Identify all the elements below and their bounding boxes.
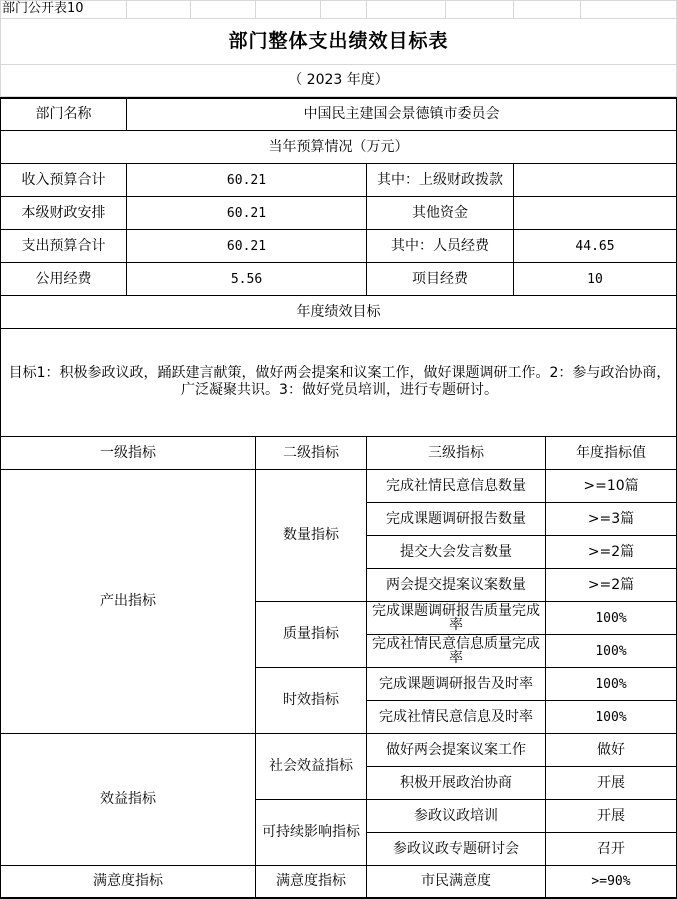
budget-header: 当年预算情况（万元） [268, 138, 409, 155]
level2-quantity: 数量指标 [283, 527, 339, 543]
personnel-label: 其中：人员经费 [391, 237, 489, 254]
level2-sustainability: 可持续影响指标 [262, 824, 360, 840]
indicator-value: 100% [595, 610, 627, 626]
dept-label: 部门名称 [35, 106, 92, 122]
grid-line [445, 0, 446, 19]
indicator-name: 积极开展政治协商 [400, 774, 512, 791]
other-fund-label: 其他资金 [412, 204, 468, 221]
header-level3: 三级指标 [428, 444, 484, 461]
indicator-name: 做好两会提案议案工作 [386, 741, 526, 758]
indicator-name: 完成社情民意信息质量完成率 [372, 636, 540, 666]
table-border [0, 328, 677, 329]
level1-satisfaction: 满意度指标 [93, 873, 163, 889]
expense-total-label: 支出预算合计 [21, 237, 106, 254]
project-value: 10 [587, 271, 603, 287]
indicator-value: >=2篇 [587, 543, 635, 560]
indicator-name: 参政议政培训 [414, 807, 498, 824]
grid-line [255, 0, 256, 19]
grid-line [513, 0, 514, 19]
indicator-value: >=90% [591, 874, 631, 889]
public-value: 5.56 [230, 271, 263, 287]
indicator-value: 开展 [597, 774, 625, 791]
income-total-value: 60.21 [226, 172, 267, 188]
indicator-name: 参政议政专题研讨会 [393, 840, 519, 857]
grid-line [580, 0, 581, 19]
indicator-name: 完成课题调研报告质量完成率 [372, 603, 540, 633]
indicator-value: >=2篇 [587, 576, 635, 593]
income-total-label: 收入预算合计 [21, 171, 106, 188]
sheet-label: 部门公开表10 [2, 1, 84, 16]
indicator-value: 100% [595, 676, 627, 692]
project-label: 项目经费 [412, 270, 468, 287]
other-fund-value [514, 197, 676, 229]
personnel-value: 44.65 [575, 238, 615, 254]
superior-fund-value [514, 164, 676, 196]
indicator-name: 完成课题调研报告及时率 [379, 675, 533, 692]
public-label: 公用经费 [35, 270, 92, 287]
indicator-value: >=3篇 [587, 510, 635, 527]
indicator-name: 提交大会发言数量 [400, 543, 512, 560]
indicator-name: 完成社情民意信息数量 [386, 477, 526, 494]
indicator-value: 开展 [597, 807, 625, 824]
level2-timeliness: 时效指标 [283, 692, 339, 708]
indicator-value: >=10篇 [583, 477, 639, 494]
level1-benefit: 效益指标 [100, 791, 156, 807]
indicator-name: 两会提交提案议案数量 [386, 576, 526, 593]
page-title: 部门整体支出绩效目标表 [228, 30, 449, 52]
indicator-value: 100% [595, 643, 627, 659]
grid-line [126, 0, 127, 19]
header-level1: 一级指标 [100, 444, 156, 461]
level2-social-benefit: 社会效益指标 [269, 758, 353, 774]
header-annual-value: 年度指标值 [576, 444, 646, 461]
header-level2: 二级指标 [283, 444, 339, 461]
superior-fund-label: 其中：上级财政拨款 [377, 171, 503, 188]
local-fund-value: 60.21 [226, 205, 267, 221]
indicator-name: 完成课题调研报告数量 [386, 510, 526, 527]
indicator-value: 100% [595, 709, 627, 725]
expense-total-value: 60.21 [226, 238, 267, 254]
grid-line [0, 0, 677, 1]
dept-value: 中国民主建国会景德镇市委员会 [303, 106, 500, 122]
indicator-value: 召开 [597, 840, 625, 857]
indicator-name: 市民满意度 [421, 873, 491, 889]
grid-line [366, 0, 367, 19]
indicator-name: 完成社情民意信息及时率 [379, 708, 533, 725]
level2-satisfaction: 满意度指标 [276, 873, 346, 889]
level1-output: 产出指标 [100, 593, 156, 609]
goals-text: 目标1：积极参政议政，踊跃建言献策，做好两会提案和议案工作，做好课题调研工作。2：参与政治协商，广泛凝聚共识。3：做好党员培训，进行专题研讨。 [8, 365, 671, 398]
year-line: （ 2023 年度） [288, 72, 389, 88]
goals-header: 年度绩效目标 [296, 303, 381, 320]
local-fund-label: 本级财政安排 [21, 204, 106, 221]
indicator-value: 做好 [597, 741, 625, 758]
grid-line [190, 0, 191, 19]
level2-quality: 质量指标 [283, 626, 339, 642]
grid-line [320, 0, 321, 19]
